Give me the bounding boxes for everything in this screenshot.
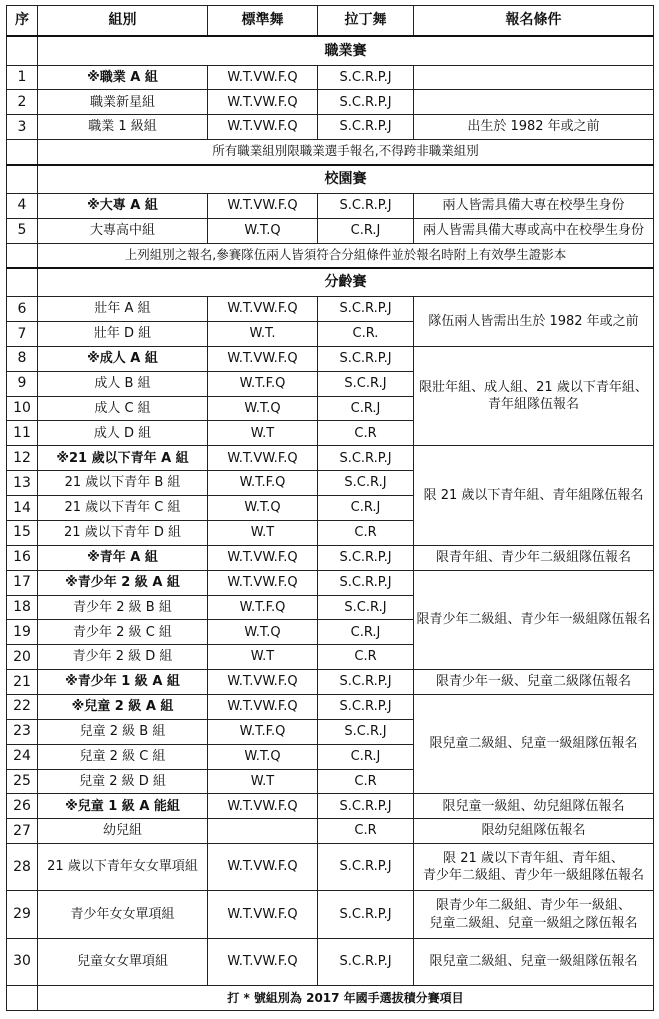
row-number: 16 <box>7 545 38 570</box>
table-row <box>7 938 654 985</box>
table-row <box>7 844 654 891</box>
condition-cell <box>414 346 654 445</box>
row-number: 1 <box>7 65 38 90</box>
standard-dances <box>208 819 318 844</box>
condition-cell <box>414 65 654 90</box>
group-name: ※青少年 1 級 A 組 <box>38 670 208 695</box>
standard-dances: W.T.VW.F.Q <box>208 570 318 595</box>
condition-cell: 限青少年一級、兒童二級隊伍報名 <box>414 670 654 695</box>
latin-dances: C.R <box>318 819 414 844</box>
group-name: ※21 歲以下青年 A 組 <box>38 446 208 471</box>
group-name: ※大專 A 組 <box>38 193 208 218</box>
row-number: 23 <box>7 719 38 744</box>
row-number: 29 <box>7 891 38 938</box>
latin-dances: S.C.R.P.J <box>318 193 414 218</box>
latin-dances: S.C.R.P.J <box>318 694 414 719</box>
section-row-campus <box>7 165 654 194</box>
header-group: 組別 <box>38 6 208 37</box>
row-number: 17 <box>7 570 38 595</box>
group-name: 青少年女女單項組 <box>38 891 208 938</box>
row-number: 28 <box>7 844 38 891</box>
latin-dances: S.C.R.P.J <box>318 938 414 985</box>
group-name: 成人 B 組 <box>38 371 208 396</box>
section-spacer <box>7 36 38 65</box>
condition-line: 青年組隊伍報名 <box>487 397 579 413</box>
standard-dances: W.T.VW.F.Q <box>208 891 318 938</box>
group-name: 21 歲以下青年女女單項組 <box>38 844 208 891</box>
group-name: 兒童 2 級 B 組 <box>38 719 208 744</box>
row-number: 12 <box>7 446 38 471</box>
header-conditions: 報名條件 <box>414 6 654 37</box>
group-name: 壯年 D 組 <box>38 322 208 347</box>
group-name: 職業新星組 <box>38 90 208 115</box>
standard-dances: W.T.Q <box>208 620 318 645</box>
group-name: ※職業 A 組 <box>38 65 208 90</box>
table-row <box>7 694 654 719</box>
table-row <box>7 570 654 595</box>
group-name: 成人 D 組 <box>38 421 208 446</box>
standard-dances: W.T.VW.F.Q <box>208 844 318 891</box>
latin-dances: C.R.J <box>318 744 414 769</box>
table-row <box>7 346 654 371</box>
standard-dances: W.T <box>208 769 318 794</box>
latin-dances: S.C.R.P.J <box>318 297 414 322</box>
row-number: 4 <box>7 193 38 218</box>
latin-dances: S.C.R.J <box>318 471 414 496</box>
latin-dances: C.R.J <box>318 620 414 645</box>
header-row <box>7 6 654 37</box>
table-row <box>7 115 654 140</box>
competition-table <box>6 5 654 1011</box>
group-name: 兒童 2 級 D 組 <box>38 769 208 794</box>
standard-dances: W.T.Q <box>208 396 318 421</box>
group-name: ※兒童 1 級 A 能組 <box>38 794 208 819</box>
condition-cell: 兩人皆需具備大專或高中在校學生身份 <box>414 218 654 243</box>
table-row <box>7 670 654 695</box>
row-number: 5 <box>7 218 38 243</box>
condition-cell: 隊伍兩人皆需出生於 1982 年或之前 <box>414 297 654 347</box>
table-row <box>7 819 654 844</box>
latin-dances: C.R <box>318 645 414 670</box>
condition-cell: 限幼兒組隊伍報名 <box>414 819 654 844</box>
row-number: 3 <box>7 115 38 140</box>
latin-dances: S.C.R.P.J <box>318 570 414 595</box>
standard-dances: W.T.VW.F.Q <box>208 65 318 90</box>
group-name: 成人 C 組 <box>38 396 208 421</box>
row-number: 14 <box>7 496 38 521</box>
latin-dances: S.C.R.P.J <box>318 115 414 140</box>
group-name: 職業 1 級組 <box>38 115 208 140</box>
row-number: 19 <box>7 620 38 645</box>
standard-dances: W.T.VW.F.Q <box>208 193 318 218</box>
row-number: 30 <box>7 938 38 985</box>
condition-cell: 限 21 歲以下青年組、青年組隊伍報名 <box>414 446 654 545</box>
condition-cell: 限青少年二級組、青少年一級組隊伍報名 <box>414 570 654 669</box>
group-name: 壯年 A 組 <box>38 297 208 322</box>
standard-dances: W.T.F.Q <box>208 471 318 496</box>
table-row <box>7 891 654 938</box>
section-title: 職業賽 <box>38 36 654 65</box>
standard-dances: W.T.VW.F.Q <box>208 90 318 115</box>
footer-row <box>7 985 654 1010</box>
latin-dances: S.C.R.J <box>318 595 414 620</box>
condition-cell: 限青年組、青少年二級組隊伍報名 <box>414 545 654 570</box>
condition-line: 青少年二級組、青少年一級組隊伍報名 <box>422 868 644 884</box>
latin-dances: S.C.R.P.J <box>318 891 414 938</box>
section-spacer <box>7 268 38 297</box>
header-standard: 標準舞 <box>208 6 318 37</box>
table-row <box>7 218 654 243</box>
row-number: 18 <box>7 595 38 620</box>
table-row <box>7 545 654 570</box>
group-name: ※青年 A 組 <box>38 545 208 570</box>
section-note: 上列組別之報名,參賽隊伍兩人皆須符合分組條件並於報名時附上有效學生證影本 <box>38 243 654 268</box>
latin-dances: S.C.R.P.J <box>318 670 414 695</box>
row-number: 8 <box>7 346 38 371</box>
standard-dances: W.T <box>208 421 318 446</box>
latin-dances: S.C.R.P.J <box>318 794 414 819</box>
row-number: 15 <box>7 520 38 545</box>
standard-dances: W.T.F.Q <box>208 595 318 620</box>
header-latin: 拉丁舞 <box>318 6 414 37</box>
standard-dances: W.T.VW.F.Q <box>208 670 318 695</box>
condition-line: 限 21 歲以下青年組、青年組、 <box>443 850 624 866</box>
standard-dances: W.T.VW.F.Q <box>208 446 318 471</box>
latin-dances: S.C.R.P.J <box>318 90 414 115</box>
section-title: 校園賽 <box>38 165 654 194</box>
row-number: 24 <box>7 744 38 769</box>
standard-dances: W.T.Q <box>208 496 318 521</box>
standard-dances: W.T.VW.F.Q <box>208 115 318 140</box>
condition-line: 限壯年組、成人組、21 歲以下青年組、 <box>419 379 648 395</box>
standard-dances: W.T.VW.F.Q <box>208 545 318 570</box>
latin-dances: S.C.R.P.J <box>318 446 414 471</box>
condition-cell: 限兒童一級組、幼兒組隊伍報名 <box>414 794 654 819</box>
row-number: 26 <box>7 794 38 819</box>
latin-dances: C.R. <box>318 322 414 347</box>
row-number: 6 <box>7 297 38 322</box>
standard-dances: W.T.VW.F.Q <box>208 297 318 322</box>
group-name: 大專高中組 <box>38 218 208 243</box>
group-name: ※成人 A 組 <box>38 346 208 371</box>
condition-cell: 出生於 1982 年或之前 <box>414 115 654 140</box>
condition-cell <box>414 891 654 938</box>
table-row <box>7 794 654 819</box>
group-name: ※青少年 2 級 A 組 <box>38 570 208 595</box>
standard-dances: W.T. <box>208 322 318 347</box>
condition-cell <box>414 90 654 115</box>
table-row <box>7 446 654 471</box>
row-number: 25 <box>7 769 38 794</box>
standard-dances: W.T.VW.F.Q <box>208 346 318 371</box>
standard-dances: W.T.F.Q <box>208 719 318 744</box>
group-name: 幼兒組 <box>38 819 208 844</box>
standard-dances: W.T <box>208 645 318 670</box>
row-number: 13 <box>7 471 38 496</box>
table-row <box>7 90 654 115</box>
group-name: ※兒童 2 級 A 組 <box>38 694 208 719</box>
group-name: 21 歲以下青年 D 組 <box>38 520 208 545</box>
latin-dances: C.R.J <box>318 218 414 243</box>
row-number: 20 <box>7 645 38 670</box>
latin-dances: S.C.R.P.J <box>318 844 414 891</box>
header-no: 序 <box>7 6 38 37</box>
standard-dances: W.T.VW.F.Q <box>208 794 318 819</box>
group-name: 青少年 2 級 B 組 <box>38 595 208 620</box>
latin-dances: C.R.J <box>318 496 414 521</box>
section-spacer <box>7 165 38 194</box>
latin-dances: C.R <box>318 421 414 446</box>
standard-dances: W.T.Q <box>208 744 318 769</box>
standard-dances: W.T.F.Q <box>208 371 318 396</box>
note-row-campus <box>7 243 654 268</box>
condition-cell: 兩人皆需具備大專在校學生身份 <box>414 193 654 218</box>
table-row <box>7 193 654 218</box>
note-spacer <box>7 243 38 268</box>
latin-dances: S.C.R.P.J <box>318 346 414 371</box>
standard-dances: W.T.VW.F.Q <box>208 938 318 985</box>
section-note: 所有職業組別限職業選手報名,不得跨非職業組別 <box>38 140 654 165</box>
standard-dances: W.T.VW.F.Q <box>208 694 318 719</box>
latin-dances: S.C.R.J <box>318 719 414 744</box>
latin-dances: C.R.J <box>318 396 414 421</box>
row-number: 11 <box>7 421 38 446</box>
table-row <box>7 65 654 90</box>
latin-dances: C.R <box>318 520 414 545</box>
standard-dances: W.T <box>208 520 318 545</box>
group-name: 兒童女女單項組 <box>38 938 208 985</box>
condition-cell: 限兒童二級組、兒童一級組隊伍報名 <box>414 938 654 985</box>
table-row <box>7 297 654 322</box>
standard-dances: W.T.Q <box>208 218 318 243</box>
row-number: 7 <box>7 322 38 347</box>
note-row-pro <box>7 140 654 165</box>
latin-dances: S.C.R.P.J <box>318 545 414 570</box>
row-number: 21 <box>7 670 38 695</box>
row-number: 10 <box>7 396 38 421</box>
note-spacer <box>7 140 38 165</box>
condition-line: 限青少年二級組、青少年一級組、 <box>435 897 631 913</box>
latin-dances: C.R <box>318 769 414 794</box>
row-number: 22 <box>7 694 38 719</box>
latin-dances: S.C.R.P.J <box>318 65 414 90</box>
row-number: 2 <box>7 90 38 115</box>
latin-dances: S.C.R.J <box>318 371 414 396</box>
footer-note: 打 * 號組別為 2017 年國手選拔積分賽項目 <box>38 985 654 1010</box>
group-name: 兒童 2 級 C 組 <box>38 744 208 769</box>
group-name: 21 歲以下青年 C 組 <box>38 496 208 521</box>
row-number: 27 <box>7 819 38 844</box>
group-name: 青少年 2 級 D 組 <box>38 645 208 670</box>
group-name: 青少年 2 級 C 組 <box>38 620 208 645</box>
section-title: 分齡賽 <box>38 268 654 297</box>
row-number: 9 <box>7 371 38 396</box>
condition-cell: 限兒童二級組、兒童一級組隊伍報名 <box>414 694 654 793</box>
condition-line: 兒童二級組、兒童一級組之隊伍報名 <box>429 915 638 931</box>
condition-cell <box>414 844 654 891</box>
section-row-pro <box>7 36 654 65</box>
section-row-age <box>7 268 654 297</box>
footer-spacer <box>7 985 38 1010</box>
group-name: 21 歲以下青年 B 組 <box>38 471 208 496</box>
